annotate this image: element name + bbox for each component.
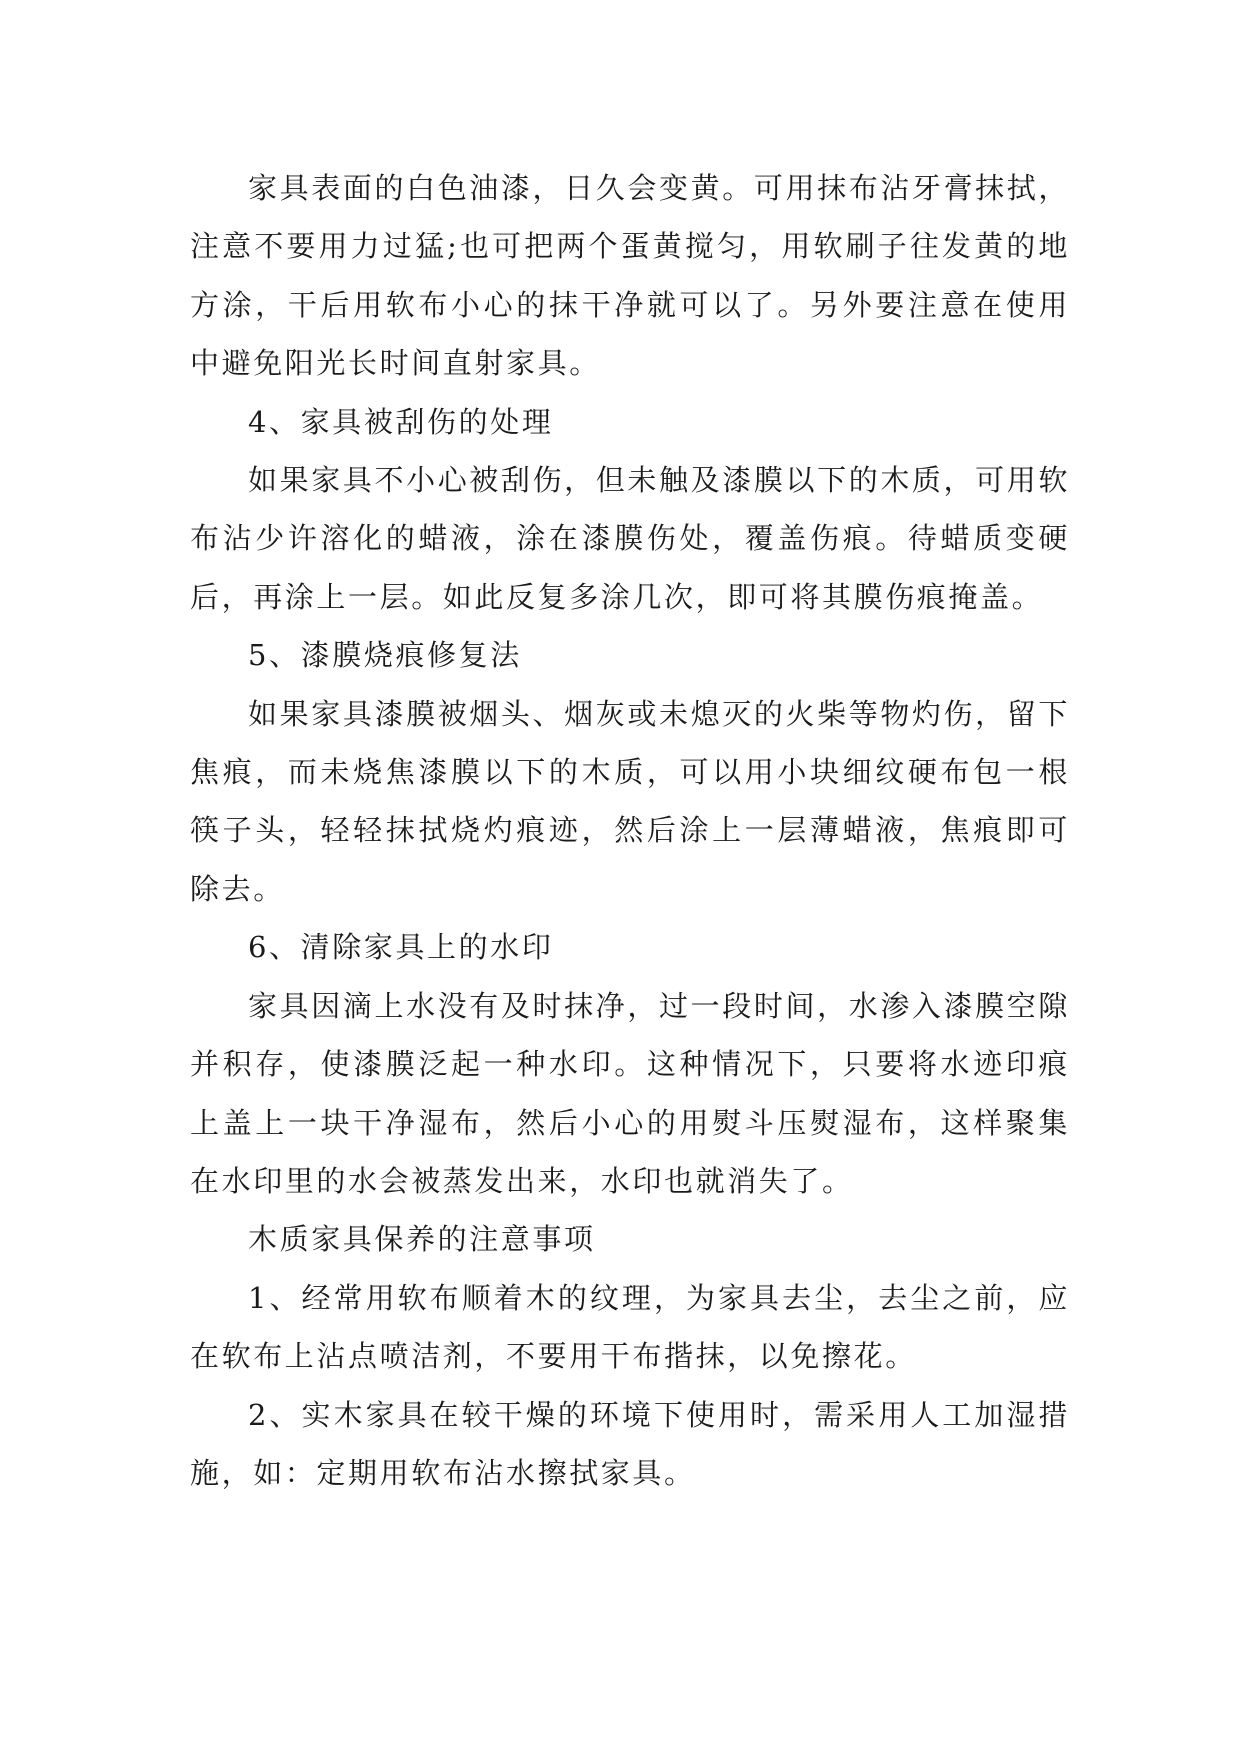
paragraph-burn-repair: 如果家具漆膜被烟头、烟灰或未熄灭的火柴等物灼伤，留下焦痕，而未烧焦漆膜以下的木质，可以用小块细纹硬布包一根筷子头，轻轻抹拭烧灼痕迹，然后涂上一层薄蜡液，焦痕即可除去。 (190, 696, 1070, 906)
paragraph-note-humidity: 2、实木家具在较干燥的环境下使用时，需采用人工加湿措施，如：定期用软布沾水擦拭家具。 (190, 1397, 1070, 1490)
document-body (190, 159, 1070, 1502)
heading-maintenance-notes: 木质家具保养的注意事项 (248, 1222, 596, 1257)
paragraph-yellowed-paint: 家具表面的白色油漆，日久会变黄。可用抹布沾牙膏抹拭，注意不要用力过猛;也可把两个蛋黄搅匀，用软刷子往发黄的地方涂，干后用软布小心的抹干净就可以了。另外要注意在使用中避免阳光长时间直射家具。 (190, 171, 1070, 381)
paragraph-note-dusting: 1、经常用软布顺着木的纹理，为家具去尘，去尘之前，应在软布上沾点喷洁剂，不要用干布揩抹，以免擦花。 (190, 1280, 1070, 1374)
heading-water-mark: 6、清除家具上的水印 (248, 930, 554, 965)
heading-scratch-repair: 4、家具被刮伤的处理 (248, 404, 554, 439)
paragraph-water-mark: 家具因滴上水没有及时抹净，过一段时间，水渗入漆膜空隙并积存，使漆膜泛起一种水印。这种情况下，只要将水迹印痕上盖上一块干净湿布，然后小心的用熨斗压熨湿布，这样聚集在水印里的水会被蒸发出来，水印也就消失了。 (190, 988, 1070, 1198)
heading-burn-repair: 5、漆膜烧痕修复法 (248, 638, 522, 673)
paragraph-scratch-repair: 如果家具不小心被刮伤，但未触及漆膜以下的木质，可用软布沾少许溶化的蜡液，涂在漆膜伤处，覆盖伤痕。待蜡质变硬后，再涂上一层。如此反复多涂几次，即可将其膜伤痕掩盖。 (190, 463, 1070, 614)
